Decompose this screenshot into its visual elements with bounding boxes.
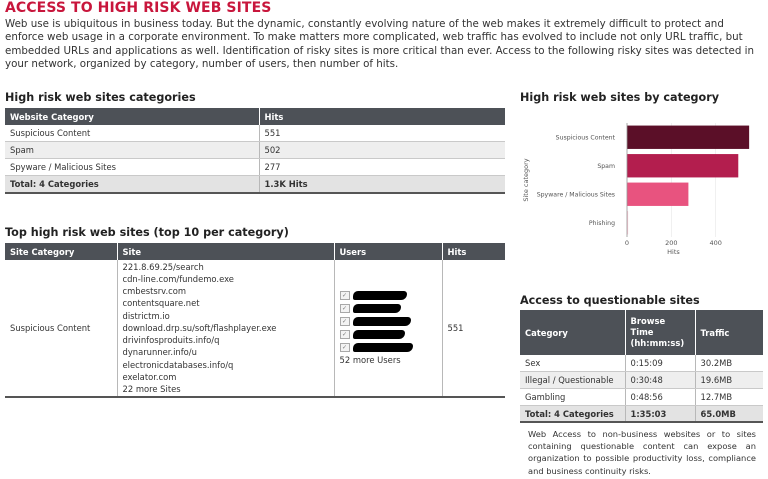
- hits-cell: 277: [259, 159, 505, 176]
- site-category-cell: Suspicious Content: [5, 260, 117, 397]
- user-entry: [340, 302, 437, 315]
- column-header: Site Category: [5, 243, 117, 260]
- chart-category-label: Suspicious Content: [555, 134, 615, 142]
- total-traffic: 65.0MB: [695, 406, 763, 423]
- chart-bar: [627, 126, 749, 149]
- table-header-row: [5, 243, 505, 260]
- column-header: Website Category: [5, 108, 259, 125]
- category-cell: Sex: [520, 355, 625, 372]
- table-row: [5, 260, 505, 397]
- table-row: [520, 372, 763, 389]
- more-users-link[interactable]: 52 more Users: [339, 355, 401, 365]
- more-sites-link[interactable]: 22 more Sites: [122, 383, 181, 394]
- user-icon: ✓: [340, 291, 350, 300]
- chart-category-label: Spyware / Malicious Sites: [536, 191, 615, 199]
- chart-bars: [627, 126, 749, 235]
- category-cell: Gambling: [520, 389, 625, 406]
- chart-tick-label: 400: [709, 239, 722, 247]
- site-entry: districtm.io: [122, 310, 170, 321]
- top-sites-table: [5, 243, 505, 398]
- traffic-cell: 19.6MB: [695, 372, 763, 389]
- category-cell: Illegal / Questionable: [520, 372, 625, 389]
- total-row: [520, 406, 763, 423]
- chart-heading: High risk web sites by category: [520, 91, 720, 104]
- column-header: Hits: [442, 243, 505, 260]
- site-entry: electronicdatabases.info/q: [122, 359, 234, 370]
- intro-paragraph: Web use is ubiquitous in business today. But the dynamic, constantly evolving nature of the web makes it extremely difficult to protect and enforce web usage in a corporate environment. To make matters more complicated, web traffic has evolved to include not only URL traffic, but embedded URLs and applications as well. Identification of risky sites is more critical than ever. Access to the following risky sites was detected in your network, organized by category, number of users, then number of hits.: [5, 18, 755, 71]
- users-cell: [334, 260, 442, 397]
- user-icon: ✓: [340, 330, 350, 339]
- table-header-row: [520, 310, 763, 355]
- table-row: [520, 389, 763, 406]
- site-entry: dynarunner.info/u: [122, 347, 197, 358]
- user-icon: ✓: [340, 304, 350, 313]
- chart-x-axis-label: Hits: [667, 248, 680, 256]
- traffic-cell: 12.7MB: [695, 389, 763, 406]
- user-icon: ✓: [340, 317, 350, 326]
- questionable-heading: Access to questionable sites: [520, 294, 700, 307]
- redacted-user: [353, 291, 407, 300]
- time-cell: 0:30:48: [625, 372, 695, 389]
- time-cell: 0:48:56: [625, 389, 695, 406]
- total-label: Total: 4 Categories: [5, 176, 259, 194]
- site-entry: download.drp.su/soft/flashplayer.exe: [122, 322, 277, 333]
- column-header: Users: [334, 243, 442, 260]
- site-entry: cmbestsrv.com: [122, 286, 187, 297]
- user-entry: [340, 341, 437, 354]
- traffic-cell: 30.2MB: [695, 355, 763, 372]
- total-time: 1:35:03: [625, 406, 695, 423]
- chart-category-label: Phishing: [588, 219, 615, 227]
- categories-heading: High risk web sites categories: [5, 91, 196, 104]
- site-entry: exelator.com: [122, 371, 177, 382]
- hits-cell: 551: [442, 260, 505, 397]
- hits-cell: 551: [259, 125, 505, 142]
- site-entry: contentsquare.net: [122, 298, 200, 309]
- hits-cell: 502: [259, 142, 505, 159]
- user-icon: ✓: [340, 343, 350, 352]
- chart-tick-labels: [625, 239, 722, 247]
- redacted-user: [353, 330, 405, 339]
- questionable-note: Web Access to non-business websites or to sites containing questionable content can expose an organization to possible productivity loss, compliance and business continuity risks.: [528, 429, 756, 476]
- redacted-user: [353, 343, 413, 352]
- top-sites-heading: Top high risk web sites (top 10 per category): [5, 226, 289, 239]
- table-header-row: [5, 108, 505, 125]
- column-header: Category: [520, 310, 625, 355]
- table-row: [5, 159, 505, 176]
- user-entry: [340, 315, 437, 328]
- time-cell: 0:15:09: [625, 355, 695, 372]
- total-hits: 1.3K Hits: [259, 176, 505, 194]
- chart-category-labels: [537, 134, 616, 227]
- chart-category-label: Spam: [597, 162, 615, 170]
- total-label: Total: 4 Categories: [520, 406, 625, 423]
- category-cell: Spyware / Malicious Sites: [5, 159, 259, 176]
- chart-tick-label: 0: [624, 239, 630, 247]
- column-header: Hits: [259, 108, 505, 125]
- category-cell: Spam: [5, 142, 259, 159]
- site-entry: 221.8.69.25/search: [122, 261, 204, 272]
- categories-table: [5, 108, 505, 194]
- chart-bar: [627, 183, 688, 206]
- redacted-user: [353, 317, 411, 326]
- category-bar-chart: [520, 110, 768, 270]
- chart-bar: [627, 154, 738, 177]
- total-row: [5, 176, 505, 194]
- table-row: [5, 142, 505, 159]
- questionable-table: [520, 310, 763, 423]
- page-title: ACCESS TO HIGH RISK WEB SITES: [5, 0, 272, 16]
- redacted-user: [353, 304, 401, 313]
- column-header: Site: [117, 243, 334, 260]
- site-list-cell: [117, 260, 334, 397]
- table-row: [5, 125, 505, 142]
- column-header: Browse Time (hh:mm:ss): [625, 310, 695, 355]
- chart-y-axis-label: Site category: [522, 158, 530, 202]
- table-row: [520, 355, 763, 372]
- chart-tick-label: 200: [665, 239, 678, 247]
- site-entry: cdn-line.com/fundemo.exe: [122, 274, 234, 285]
- site-entry: drivinfosproduits.info/q: [122, 335, 220, 346]
- column-header: Traffic: [695, 310, 763, 355]
- user-entry: [340, 289, 437, 302]
- user-entry: [340, 328, 437, 341]
- category-cell: Suspicious Content: [5, 125, 259, 142]
